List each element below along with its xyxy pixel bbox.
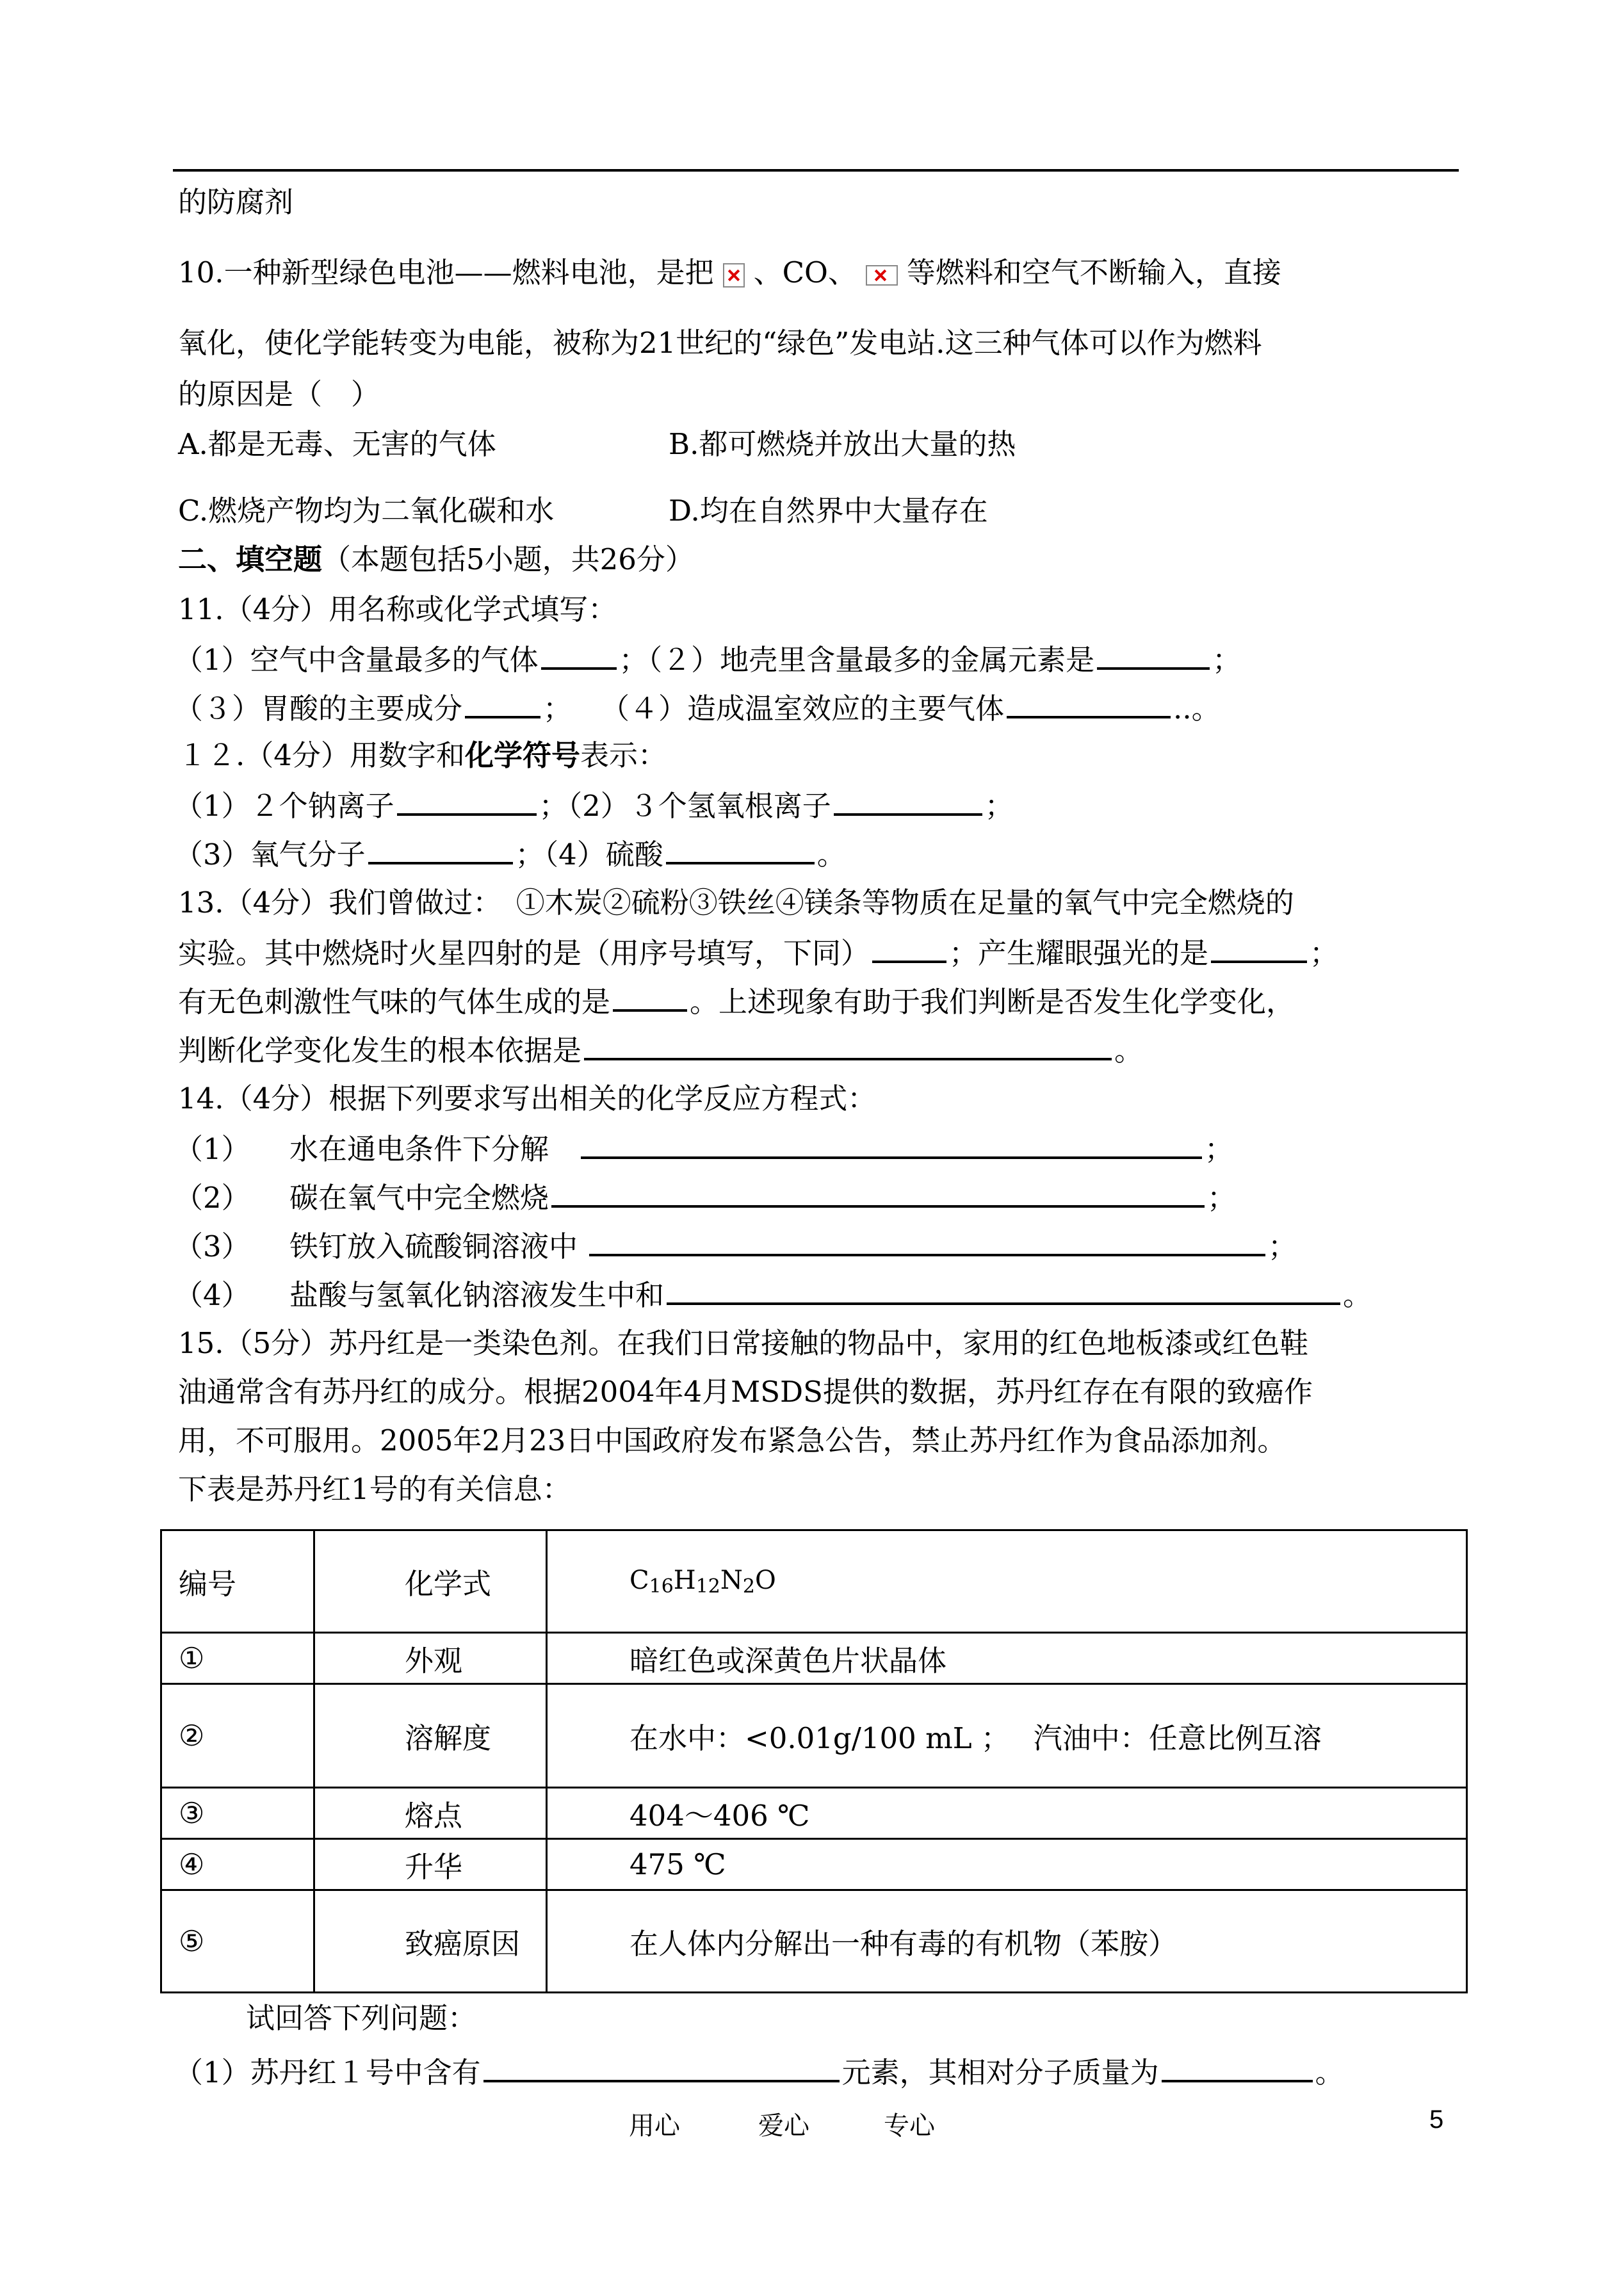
table-cell: 475 ℃: [547, 1839, 1467, 1890]
table-row: [161, 1633, 1467, 1684]
answer-blank[interactable]: [1097, 639, 1210, 670]
continued-text: 的防腐剂: [178, 185, 294, 219]
answer-blank[interactable]: [667, 1274, 1340, 1305]
table-cell: ③: [161, 1788, 314, 1839]
answer-blank[interactable]: [551, 1177, 1205, 1208]
q15-line2: 油通常含有苏丹红的成分。根据2004年4月MSDS提供的数据，苏丹红存在有限的致癌作: [178, 1375, 1313, 1409]
table-cell: ④: [161, 1839, 314, 1890]
answer-blank[interactable]: [613, 981, 687, 1012]
answer-blank[interactable]: [589, 1226, 1265, 1256]
table-cell: 404～406 ℃: [547, 1788, 1467, 1839]
footer-text: 用心: [629, 2111, 680, 2141]
q15-line1: 15.（5分）苏丹红是一类染色剂。在我们日常接触的物品中，家用的红色地板漆或红色鞋: [178, 1326, 1309, 1360]
answer-blank[interactable]: [581, 1128, 1202, 1159]
q10-line2: 氧化，使化学能转变为电能，被称为21世纪的“绿色”发电站.这三种气体可以作为燃料: [178, 326, 1262, 360]
q12-line2: （3）氧气分子 ；（4）硫酸 。: [174, 834, 846, 874]
table-cell: 在人体内分解出一种有毒的有机物（苯胺）: [547, 1890, 1467, 1993]
footer-text: 爱心: [758, 2111, 809, 2141]
q13-line1: 13.（4分）我们曾做过： ①木炭②硫粉③铁丝④镁条等物质在足量的氧气中完全燃烧的: [178, 886, 1294, 920]
sudan-red-info-table: [160, 1529, 1468, 1993]
answer-blank[interactable]: [541, 639, 617, 670]
answer-blank[interactable]: [465, 688, 540, 718]
q10-option-d: D.均在自然界中大量存在: [669, 494, 988, 528]
q11-line2: （３）胃酸的主要成分 ； （４）造成温室效应的主要气体 ..。: [174, 688, 1221, 728]
table-cell: ⑤: [161, 1890, 314, 1993]
q10-line1: 10.一种新型绿色电池——燃料电池，是把 、CO、 等燃料和空气不断输入，直接: [178, 255, 1281, 289]
table-cell: 外观: [314, 1633, 547, 1684]
q14-heading: 14.（4分）根据下列要求写出相关的化学反应方程式：: [178, 1082, 877, 1115]
answer-blank[interactable]: [368, 834, 513, 864]
q14-item: （2） 碳在氧气中完全燃烧 ；: [174, 1177, 1236, 1217]
table-cell: 化学式: [314, 1530, 547, 1633]
q10-option-b: B.都可燃烧并放出大量的热: [669, 427, 1016, 461]
answer-blank[interactable]: [834, 785, 982, 816]
table-row: [161, 1890, 1467, 1993]
q14-item: （3） 铁钉放入硫酸铜溶液中 ；: [174, 1226, 1297, 1266]
q12-heading: １２.（4分）用数字和化学符号表示：: [178, 738, 667, 772]
table-row: [161, 1684, 1467, 1788]
q10-option-c: C.燃烧产物均为二氧化碳和水: [178, 494, 555, 528]
q15-question1: （1）苏丹红１号中含有 元素，其相对分子质量为 。: [174, 2052, 1344, 2092]
table-cell: 溶解度: [314, 1684, 547, 1788]
answer-blank[interactable]: [872, 932, 946, 963]
q14-item: （1） 水在通电条件下分解 ；: [174, 1128, 1233, 1169]
q11-line1: （1）空气中含量最多的气体 ；（２）地壳里含量最多的金属元素是 ；: [174, 639, 1241, 679]
q13-line2: 实验。其中燃烧时火星四射的是（用序号填写，下同） ；产生耀眼强光的是 ；: [178, 932, 1338, 973]
table-cell: ①: [161, 1633, 314, 1684]
header-rule: [173, 169, 1459, 172]
q13-line4: 判断化学变化发生的根本依据是 。: [178, 1030, 1143, 1070]
answer-blank[interactable]: [397, 785, 537, 816]
table-row: [161, 1530, 1467, 1633]
q12-line1: （1）２个钠离子 ；（2）３个氢氧根离子 ；: [174, 785, 1014, 825]
q14-item: （4） 盐酸与氢氧化钠溶液发生中和 。: [174, 1274, 1372, 1315]
table-cell: 致癌原因: [314, 1890, 547, 1993]
table-cell: 编号: [161, 1530, 314, 1633]
broken-image-icon: [723, 263, 745, 288]
answer-blank[interactable]: [584, 1030, 1112, 1060]
table-cell: 熔点: [314, 1788, 547, 1839]
q13-line3: 有无色刺激性气味的气体生成的是 。上述现象有助于我们判断是否发生化学变化，: [178, 981, 1295, 1021]
table-cell: 升华: [314, 1839, 547, 1890]
table-cell: 暗红色或深黄色片状晶体: [547, 1633, 1467, 1684]
section-heading: 二、填空题（本题包括5小题，共26分）: [178, 542, 694, 576]
answer-blank[interactable]: [666, 834, 815, 864]
q15-line3: 用，不可服用。2005年2月23日中国政府发布紧急公告，禁止苏丹红作为食品添加剂。: [178, 1423, 1287, 1457]
broken-image-icon: [866, 265, 898, 286]
answer-blank[interactable]: [1162, 2052, 1313, 2082]
answer-blank[interactable]: [1007, 688, 1171, 718]
table-cell: ②: [161, 1684, 314, 1788]
q10-line3: 的原因是（ ）: [178, 377, 380, 411]
table-cell: 在水中：<0.01g/100 mL ； 汽油中：任意比例互溶: [547, 1684, 1467, 1788]
q15-ask: 试回答下列问题：: [246, 2001, 477, 2035]
q11-heading: 11.（4分）用名称或化学式填写：: [178, 592, 617, 626]
footer-text: 专心: [884, 2111, 935, 2141]
q10-option-a: A.都是无毒、无害的气体: [178, 427, 496, 461]
table-row: [161, 1839, 1467, 1890]
answer-blank[interactable]: [1211, 932, 1307, 963]
table-cell-formula: $C_{16}H_{12}N_2O$: [547, 1530, 1467, 1633]
q15-line4: 下表是苏丹红1号的有关信息：: [178, 1472, 571, 1506]
answer-blank[interactable]: [483, 2052, 840, 2082]
page-number: 5: [1429, 2105, 1444, 2134]
table-row: [161, 1788, 1467, 1839]
